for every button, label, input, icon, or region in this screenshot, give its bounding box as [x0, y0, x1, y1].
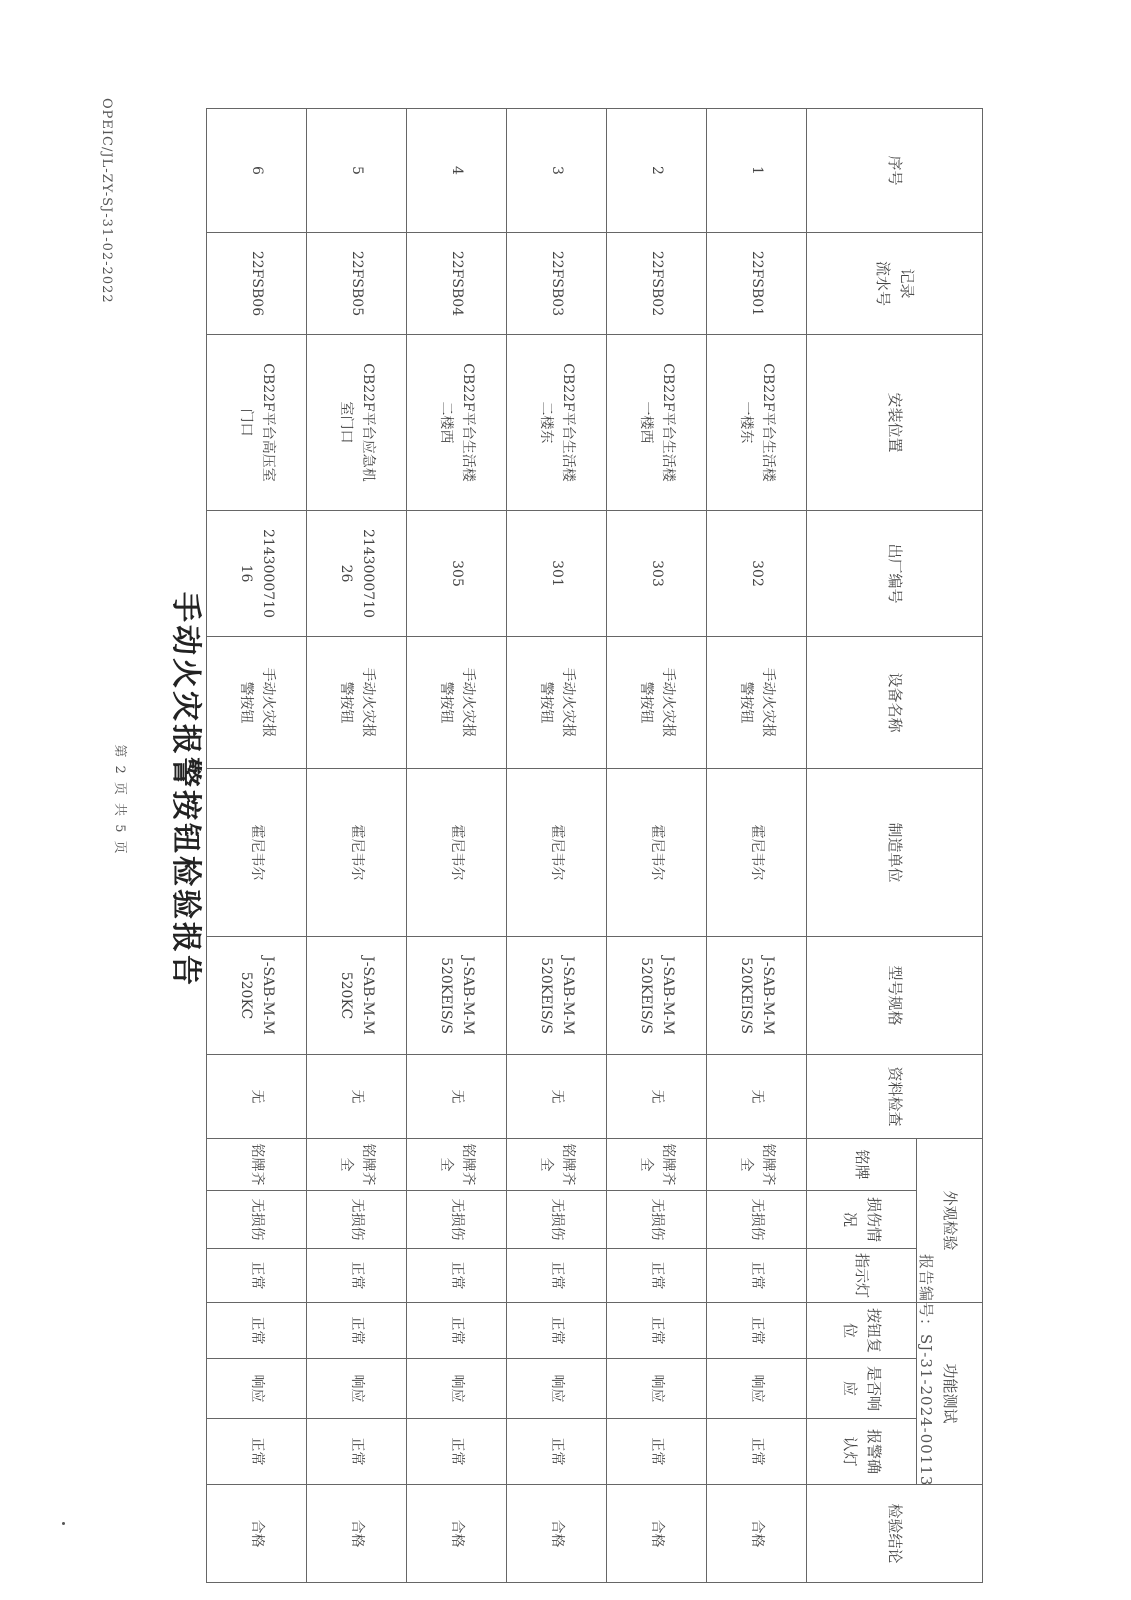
cell-respond: 响应: [707, 1359, 807, 1419]
table-row: [507, 109, 607, 1583]
cell-seq: 3: [507, 109, 607, 233]
table-row: [707, 109, 807, 1583]
cell-maker: 霍尼韦尔: [207, 769, 307, 937]
cell-result: 合格: [407, 1485, 507, 1583]
cell-doc: 无: [607, 1055, 707, 1139]
cell-seq: 5: [307, 109, 407, 233]
header-button-reset: 按钮复位: [807, 1303, 917, 1359]
inspection-table: [206, 108, 983, 1583]
cell-device: 手动火灾报 警按钮: [207, 637, 307, 769]
table-row: [207, 109, 307, 1583]
header-factory-no: 出厂编号: [807, 511, 983, 637]
cell-location: CB22F平台生活楼 一楼东: [707, 335, 807, 511]
header-document-check: 资料检查: [807, 1055, 983, 1139]
cell-nameplate: 铭牌齐全: [607, 1139, 707, 1191]
header-install-location: 安装位置: [807, 335, 983, 511]
cell-nameplate: 铭牌齐全: [707, 1139, 807, 1191]
header-device-name: 设备名称: [807, 637, 983, 769]
cell-damage: 无损伤: [607, 1191, 707, 1249]
cell-model: J-SAB-M-M 520KEIS/S: [707, 937, 807, 1055]
cell-record: 22FSB06: [207, 233, 307, 335]
cell-factory-no: 2143000710 26: [307, 511, 407, 637]
header-row-1: [917, 109, 983, 1583]
cell-confirm: 正常: [507, 1419, 607, 1485]
cell-respond: 响应: [207, 1359, 307, 1419]
cell-maker: 霍尼韦尔: [707, 769, 807, 937]
cell-indicator: 正常: [507, 1249, 607, 1303]
cell-device: 手动火灾报 警按钮: [507, 637, 607, 769]
header-record-no: 记录 流水号: [807, 233, 983, 335]
cell-model: J-SAB-M-M 520KEIS/S: [507, 937, 607, 1055]
cell-location: CB22F平台生活楼 一楼西: [607, 335, 707, 511]
header-response: 是否响应: [807, 1359, 917, 1419]
header-alarm-confirm-light: 报警确认灯: [807, 1419, 917, 1485]
cell-damage: 无损伤: [207, 1191, 307, 1249]
cell-result: 合格: [507, 1485, 607, 1583]
cell-record: 22FSB03: [507, 233, 607, 335]
cell-model: J-SAB-M-M 520KC: [307, 937, 407, 1055]
cell-nameplate: 铭牌齐全: [407, 1139, 507, 1191]
cell-nameplate: 铭牌齐: [207, 1139, 307, 1191]
table-row: [607, 109, 707, 1583]
cell-nameplate: 铭牌齐全: [307, 1139, 407, 1191]
cell-model: J-SAB-M-M 520KC: [207, 937, 307, 1055]
cell-location: CB22F平台生活楼 二楼东: [507, 335, 607, 511]
cell-location: CB22F平台生活楼 二楼西: [407, 335, 507, 511]
cell-doc: 无: [307, 1055, 407, 1139]
cell-factory-no: 301: [507, 511, 607, 637]
cell-respond: 响应: [307, 1359, 407, 1419]
cell-seq: 2: [607, 109, 707, 233]
cell-nameplate: 铭牌齐全: [507, 1139, 607, 1191]
cell-maker: 霍尼韦尔: [507, 769, 607, 937]
cell-reset: 正常: [507, 1303, 607, 1359]
cell-confirm: 正常: [607, 1419, 707, 1485]
cell-result: 合格: [707, 1485, 807, 1583]
page-title: 手动火灾报警按钮检验报告: [168, 592, 203, 988]
cell-reset: 正常: [207, 1303, 307, 1359]
cell-damage: 无损伤: [707, 1191, 807, 1249]
form-code: OPEIC/JL-ZY-SJ-31-02-2022: [99, 98, 114, 304]
cell-seq: 6: [207, 109, 307, 233]
cell-indicator: 正常: [707, 1249, 807, 1303]
header-seq: 序号: [807, 109, 983, 233]
cell-respond: 响应: [407, 1359, 507, 1419]
cell-record: 22FSB01: [707, 233, 807, 335]
cell-respond: 响应: [607, 1359, 707, 1419]
cell-confirm: 正常: [407, 1419, 507, 1485]
header-model: 型号规格: [807, 937, 983, 1055]
cell-doc: 无: [207, 1055, 307, 1139]
cell-indicator: 正常: [607, 1249, 707, 1303]
cell-maker: 霍尼韦尔: [307, 769, 407, 937]
cell-seq: 1: [707, 109, 807, 233]
cell-doc: 无: [507, 1055, 607, 1139]
cell-location: CB22F平台高压室 门口: [207, 335, 307, 511]
cell-device: 手动火灾报 警按钮: [707, 637, 807, 769]
cell-seq: 4: [407, 109, 507, 233]
cell-damage: 无损伤: [407, 1191, 507, 1249]
cell-doc: 无: [707, 1055, 807, 1139]
scan-dot: [62, 1522, 65, 1525]
cell-device: 手动火灾报 警按钮: [307, 637, 407, 769]
cell-model: J-SAB-M-M 520KEIS/S: [607, 937, 707, 1055]
cell-result: 合格: [607, 1485, 707, 1583]
cell-reset: 正常: [607, 1303, 707, 1359]
cell-device: 手动火灾报 警按钮: [407, 637, 507, 769]
cell-result: 合格: [307, 1485, 407, 1583]
cell-reset: 正常: [407, 1303, 507, 1359]
header-appearance-group: 外观检验: [917, 1139, 983, 1303]
cell-confirm: 正常: [307, 1419, 407, 1485]
page-number: 第 2 页 共 5 页: [112, 744, 127, 856]
cell-model: J-SAB-M-M 520KEIS/S: [407, 937, 507, 1055]
cell-result: 合格: [207, 1485, 307, 1583]
cell-reset: 正常: [707, 1303, 807, 1359]
header-damage: 损伤情况: [807, 1191, 917, 1249]
cell-confirm: 正常: [707, 1419, 807, 1485]
cell-record: 22FSB04: [407, 233, 507, 335]
header-nameplate: 铭牌: [807, 1139, 917, 1191]
cell-factory-no: 302: [707, 511, 807, 637]
cell-damage: 无损伤: [307, 1191, 407, 1249]
cell-respond: 响应: [507, 1359, 607, 1419]
header-conclusion: 检验结论: [807, 1485, 983, 1583]
cell-maker: 霍尼韦尔: [407, 769, 507, 937]
table-row: [407, 109, 507, 1583]
cell-confirm: 正常: [207, 1419, 307, 1485]
header-manufacturer: 制造单位: [807, 769, 983, 937]
cell-indicator: 正常: [207, 1249, 307, 1303]
cell-factory-no: 303: [607, 511, 707, 637]
cell-device: 手动火灾报 警按钮: [607, 637, 707, 769]
header-function-group: 功能测试: [917, 1303, 983, 1485]
cell-factory-no: 2143000710 16: [207, 511, 307, 637]
cell-doc: 无: [407, 1055, 507, 1139]
cell-factory-no: 305: [407, 511, 507, 637]
cell-location: CB22F平台应急机 室门口: [307, 335, 407, 511]
table-row: [307, 109, 407, 1583]
cell-record: 22FSB02: [607, 233, 707, 335]
cell-indicator: 正常: [307, 1249, 407, 1303]
cell-reset: 正常: [307, 1303, 407, 1359]
cell-damage: 无损伤: [507, 1191, 607, 1249]
header-indicator-light: 指示灯: [807, 1249, 917, 1303]
report-number: 报告编号：SJ-31-2024-00113: [917, 1254, 935, 1487]
cell-record: 22FSB05: [307, 233, 407, 335]
cell-maker: 霍尼韦尔: [607, 769, 707, 937]
cell-indicator: 正常: [407, 1249, 507, 1303]
